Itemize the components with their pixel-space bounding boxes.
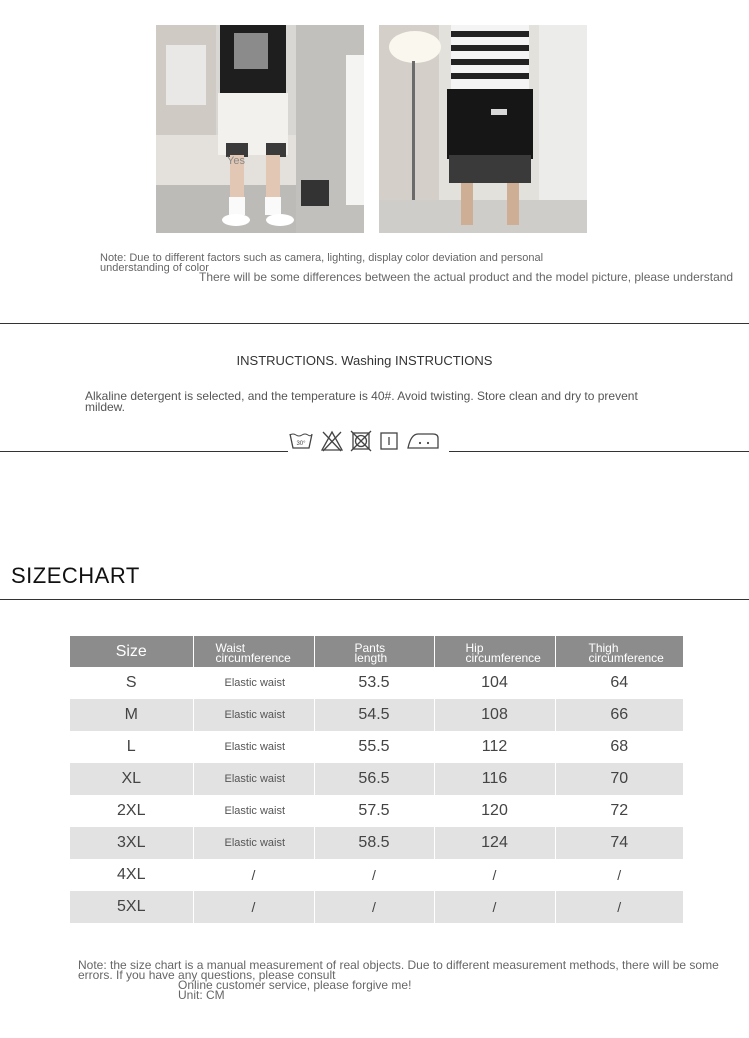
header-size: Size — [70, 636, 193, 667]
divider-right — [449, 451, 749, 452]
cell-size: L — [70, 731, 193, 763]
cell-thigh: 64 — [610, 674, 629, 691]
size-note-line-1: Note: the size chart is a manual measurement of real objects. Due to different measurement methods, there will be some errors. If you have any questions, please consult — [78, 958, 719, 982]
divider-left — [0, 451, 288, 452]
cell-size: S — [70, 667, 193, 699]
svg-text:30°: 30° — [296, 441, 306, 447]
cell-thigh: 68 — [610, 738, 629, 755]
no-tumble-dry-icon — [350, 430, 372, 452]
cell-length: 58.5 — [314, 827, 434, 859]
instructions-title: INSTRUCTIONS. Washing INSTRUCTIONS — [236, 353, 493, 368]
cell-waist: Elastic waist — [193, 699, 314, 731]
cell-length: 56.5 — [314, 763, 434, 795]
table-row — [70, 699, 683, 731]
size-table — [70, 636, 683, 923]
cell-waist: Elastic waist — [193, 795, 314, 827]
cell-thigh: 70 — [555, 763, 683, 795]
care-icons — [288, 428, 440, 454]
wash-30-icon — [288, 431, 314, 451]
table-header-row — [70, 636, 683, 667]
cell-size: 5XL — [70, 891, 193, 923]
note-line-1: Note: Due to different factors such as camera, lighting, display color deviation and personal understanding of color — [100, 252, 544, 274]
cell-thigh: / — [555, 891, 683, 923]
header-thigh: Thigh circumference — [555, 636, 683, 667]
cell-waist: / — [193, 859, 314, 891]
cell-thigh: 66 — [555, 699, 683, 731]
divider — [0, 599, 749, 600]
cell-hip: 112 — [434, 731, 555, 763]
cell-waist: Elastic waist — [193, 731, 314, 763]
cell-hip: 124 — [434, 827, 555, 859]
cell-hip: 104 — [434, 667, 555, 699]
cell-size: 4XL — [70, 859, 193, 891]
table-row — [70, 763, 683, 795]
no-bleach-icon — [320, 430, 344, 452]
table-row — [70, 859, 683, 891]
cell-length: 53.5 — [314, 667, 434, 699]
cell-waist: Elastic waist — [193, 763, 314, 795]
cell-size: 2XL — [70, 795, 193, 827]
cell-waist: / — [193, 891, 314, 923]
cell-hip: / — [434, 891, 555, 923]
divider — [0, 323, 749, 324]
iron-medium-icon — [406, 430, 440, 452]
product-photo-white-shorts — [156, 25, 364, 233]
cell-waist: Elastic waist — [193, 667, 314, 699]
header-pants-length: Pants length — [314, 636, 434, 667]
cell-thigh: / — [617, 867, 622, 883]
cell-size: 3XL — [70, 827, 193, 859]
instructions-text: Alkaline detergent is selected, and the temperature is 40#. Avoid twisting. Store clean and dry to prevent mildew. — [85, 389, 638, 414]
size-note-line-2: Online customer service, please forgive me! — [178, 978, 412, 992]
header-hip: Hip circumference — [434, 636, 555, 667]
cell-thigh: 72 — [610, 802, 629, 819]
unit-label: Unit: CM — [178, 988, 225, 1002]
table-row — [70, 891, 683, 923]
table-row — [70, 795, 683, 827]
note-line-2: There will be some differences between the actual product and the model picture, please understand — [199, 270, 734, 284]
header-waist: Waist circumference — [193, 636, 314, 667]
line-dry-icon — [378, 430, 400, 452]
sizechart-title: SIZECHART — [11, 563, 140, 588]
table-row — [70, 731, 683, 763]
cell-hip: / — [434, 859, 555, 891]
cell-length: / — [314, 859, 434, 891]
size-note — [78, 960, 728, 1000]
cell-size: XL — [70, 763, 193, 795]
cell-length: 55.5 — [314, 731, 434, 763]
cell-length: 54.5 — [314, 699, 434, 731]
cell-hip: 120 — [434, 795, 555, 827]
table-row — [70, 827, 683, 859]
product-photo-black-shorts — [379, 25, 587, 233]
cell-hip: 116 — [434, 763, 555, 795]
cell-thigh: 74 — [555, 827, 683, 859]
cell-waist: Elastic waist — [193, 827, 314, 859]
photo-overlay-text: Yes — [227, 155, 245, 167]
cell-length: 57.5 — [314, 795, 434, 827]
table-row — [70, 667, 683, 699]
cell-hip: 108 — [434, 699, 555, 731]
cell-size: M — [70, 699, 193, 731]
cell-length: / — [314, 891, 434, 923]
